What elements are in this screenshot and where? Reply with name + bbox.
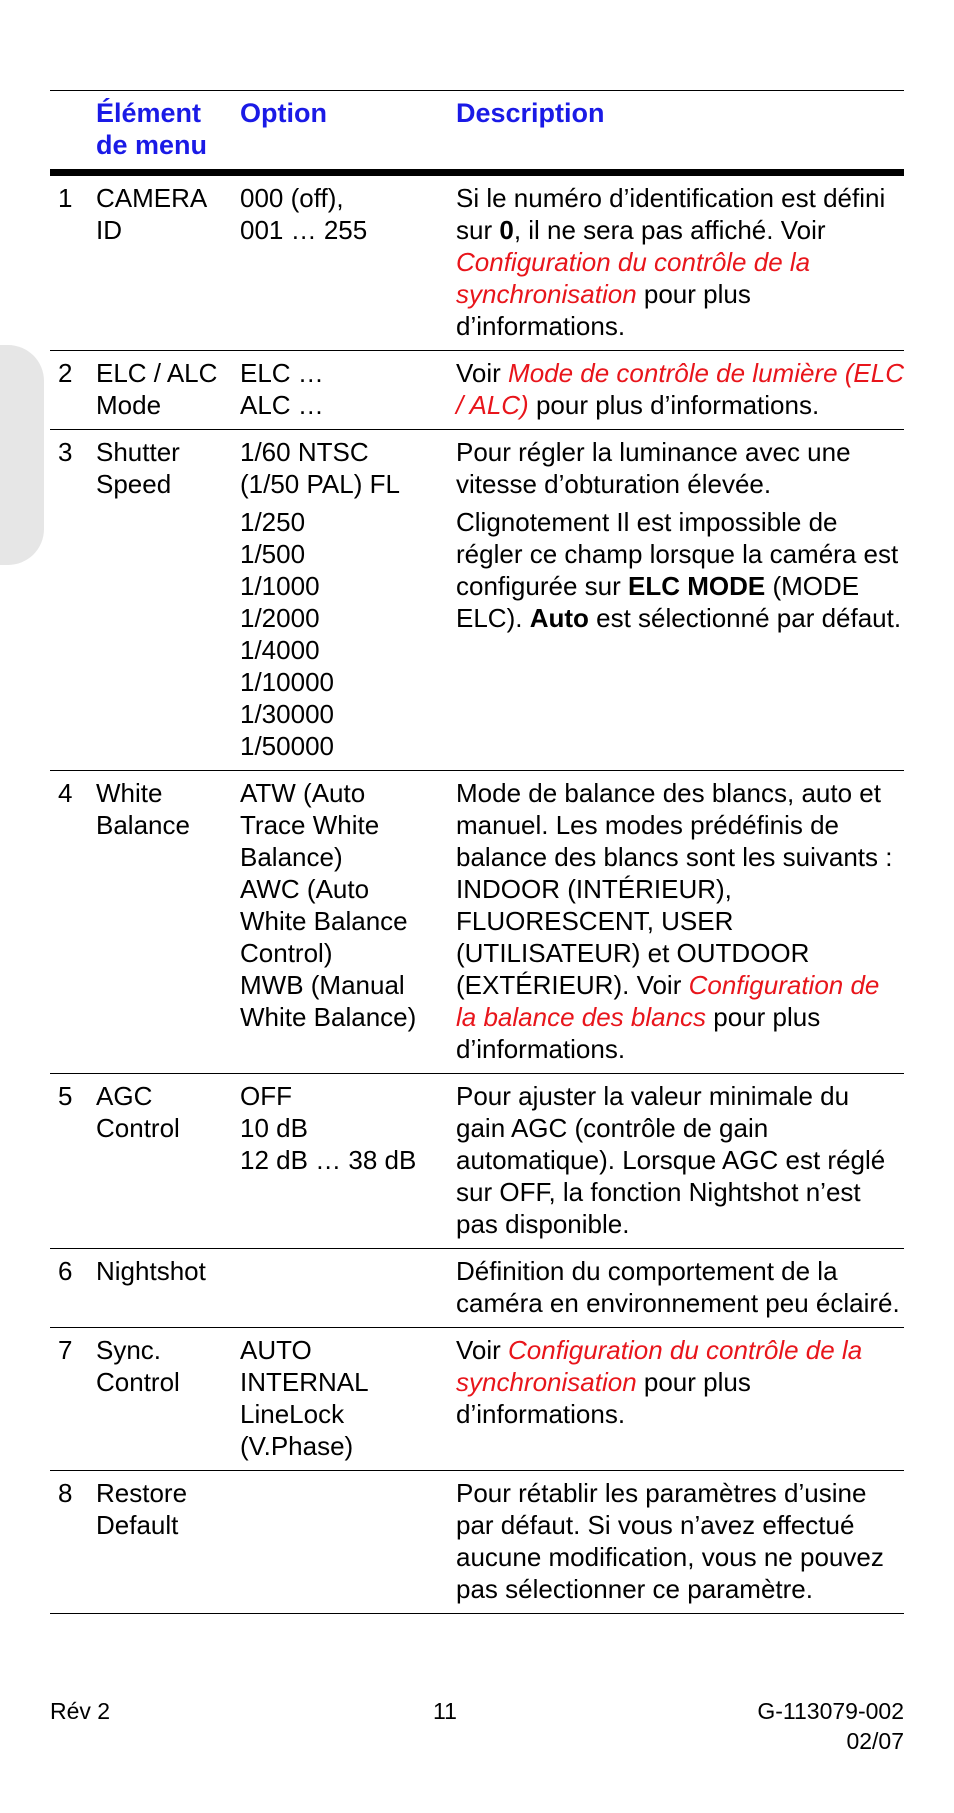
option-cell: 1/60 NTSC (1/50 PAL) FL 1/250 1/500 1/1000 1/2000 1/4000 1/10000 1/30000 1/50000 <box>240 430 456 771</box>
menu-item-cell: Nightshot <box>96 1249 240 1328</box>
cross-reference-link[interactable]: Configuration de la balance des blancs <box>456 970 880 1032</box>
row-number: 1 <box>50 173 96 351</box>
description-cell: Voir Mode de contrôle de lumière (ELC / ALC) pour plus d’informations. <box>456 351 904 430</box>
option-cell <box>240 1471 456 1614</box>
option-cell: AUTO INTERNAL LineLock (V.Phase) <box>240 1328 456 1471</box>
row-number: 7 <box>50 1328 96 1471</box>
row-number: 4 <box>50 771 96 1074</box>
description-cell: Mode de balance des blancs, auto et manuel. Les modes prédéfinis de balance des blancs sont les suivants : INDOOR (INTÉRIEUR), FLUORESCENT, USER (UTILISATEUR) et OUTDOOR (EXTÉRIEUR). Voir Configuration de la balance des blancs pour plus d’informations. <box>456 771 904 1074</box>
page-number: 11 <box>433 1698 457 1724</box>
header-description: Description <box>456 91 904 173</box>
option-cell: ELC … ALC … <box>240 351 456 430</box>
row-number: 3 <box>50 430 96 771</box>
header-number <box>50 91 96 173</box>
menu-item-cell: ELC / ALC Mode <box>96 351 240 430</box>
menu-item-cell: Sync. Control <box>96 1328 240 1471</box>
section-tab-marker <box>0 345 44 565</box>
option-cell: OFF 10 dB 12 dB … 38 dB <box>240 1074 456 1249</box>
menu-item-cell: AGC Control <box>96 1074 240 1249</box>
row-number: 8 <box>50 1471 96 1614</box>
cross-reference-link[interactable]: Configuration du contrôle de la synchronisation <box>456 1335 863 1397</box>
menu-settings-table <box>50 90 904 1614</box>
menu-item-cell: Shutter Speed <box>96 430 240 771</box>
row-number: 5 <box>50 1074 96 1249</box>
table-row <box>50 430 904 771</box>
table-row <box>50 1471 904 1614</box>
description-cell: Voir Configuration du contrôle de la synchronisation pour plus d’informations. <box>456 1328 904 1471</box>
header-menu-item: Élément de menu <box>96 91 240 173</box>
table-row <box>50 173 904 351</box>
description-cell: Définition du comportement de la caméra en environnement peu éclairé. <box>456 1249 904 1328</box>
menu-item-cell: Restore Default <box>96 1471 240 1614</box>
menu-item-cell: CAMERA ID <box>96 173 240 351</box>
document-id <box>757 1696 904 1756</box>
row-number: 2 <box>50 351 96 430</box>
document-date: 02/07 <box>846 1728 904 1754</box>
cross-reference-link[interactable]: Mode de contrôle de lumière (ELC / ALC) <box>456 358 905 420</box>
page-content <box>50 0 904 1614</box>
option-cell <box>240 1249 456 1328</box>
cross-reference-link[interactable]: Configuration du contrôle de la synchronisation <box>456 247 811 309</box>
table-row <box>50 351 904 430</box>
description-cell: Pour rétablir les paramètres d’usine par défaut. Si vous n’avez effectué aucune modification, vous ne pouvez pas sélectionner ce paramètre. <box>456 1471 904 1614</box>
row-number: 6 <box>50 1249 96 1328</box>
header-option: Option <box>240 91 456 173</box>
table-row <box>50 1074 904 1249</box>
table-row <box>50 1328 904 1471</box>
revision-label: Rév 2 <box>50 1698 111 1724</box>
description-cell: Si le numéro d’identification est défini sur 0, il ne sera pas affiché. Voir Configuration du contrôle de la synchronisation pour plus d’informations. <box>456 173 904 351</box>
description-cell: Pour ajuster la valeur minimale du gain AGC (contrôle de gain automatique). Lorsque AGC est réglé sur OFF, la fonction Nightshot n’est pas disponible. <box>456 1074 904 1249</box>
table-header-row <box>50 91 904 173</box>
table-row <box>50 771 904 1074</box>
option-cell: ATW (Auto Trace White Balance) AWC (Auto White Balance Control) MWB (Manual White Balance) <box>240 771 456 1074</box>
table-row <box>50 1249 904 1328</box>
menu-item-cell: White Balance <box>96 771 240 1074</box>
description-cell: Pour régler la luminance avec une vitesse d’obturation élevée. Clignotement Il est impossible de régler ce champ lorsque la caméra est configurée sur ELC MODE (MODE ELC). Auto est sélectionné par défaut. <box>456 430 904 771</box>
option-cell: 000 (off), 001 … 255 <box>240 173 456 351</box>
document-number: G-113079-002 <box>757 1698 904 1724</box>
